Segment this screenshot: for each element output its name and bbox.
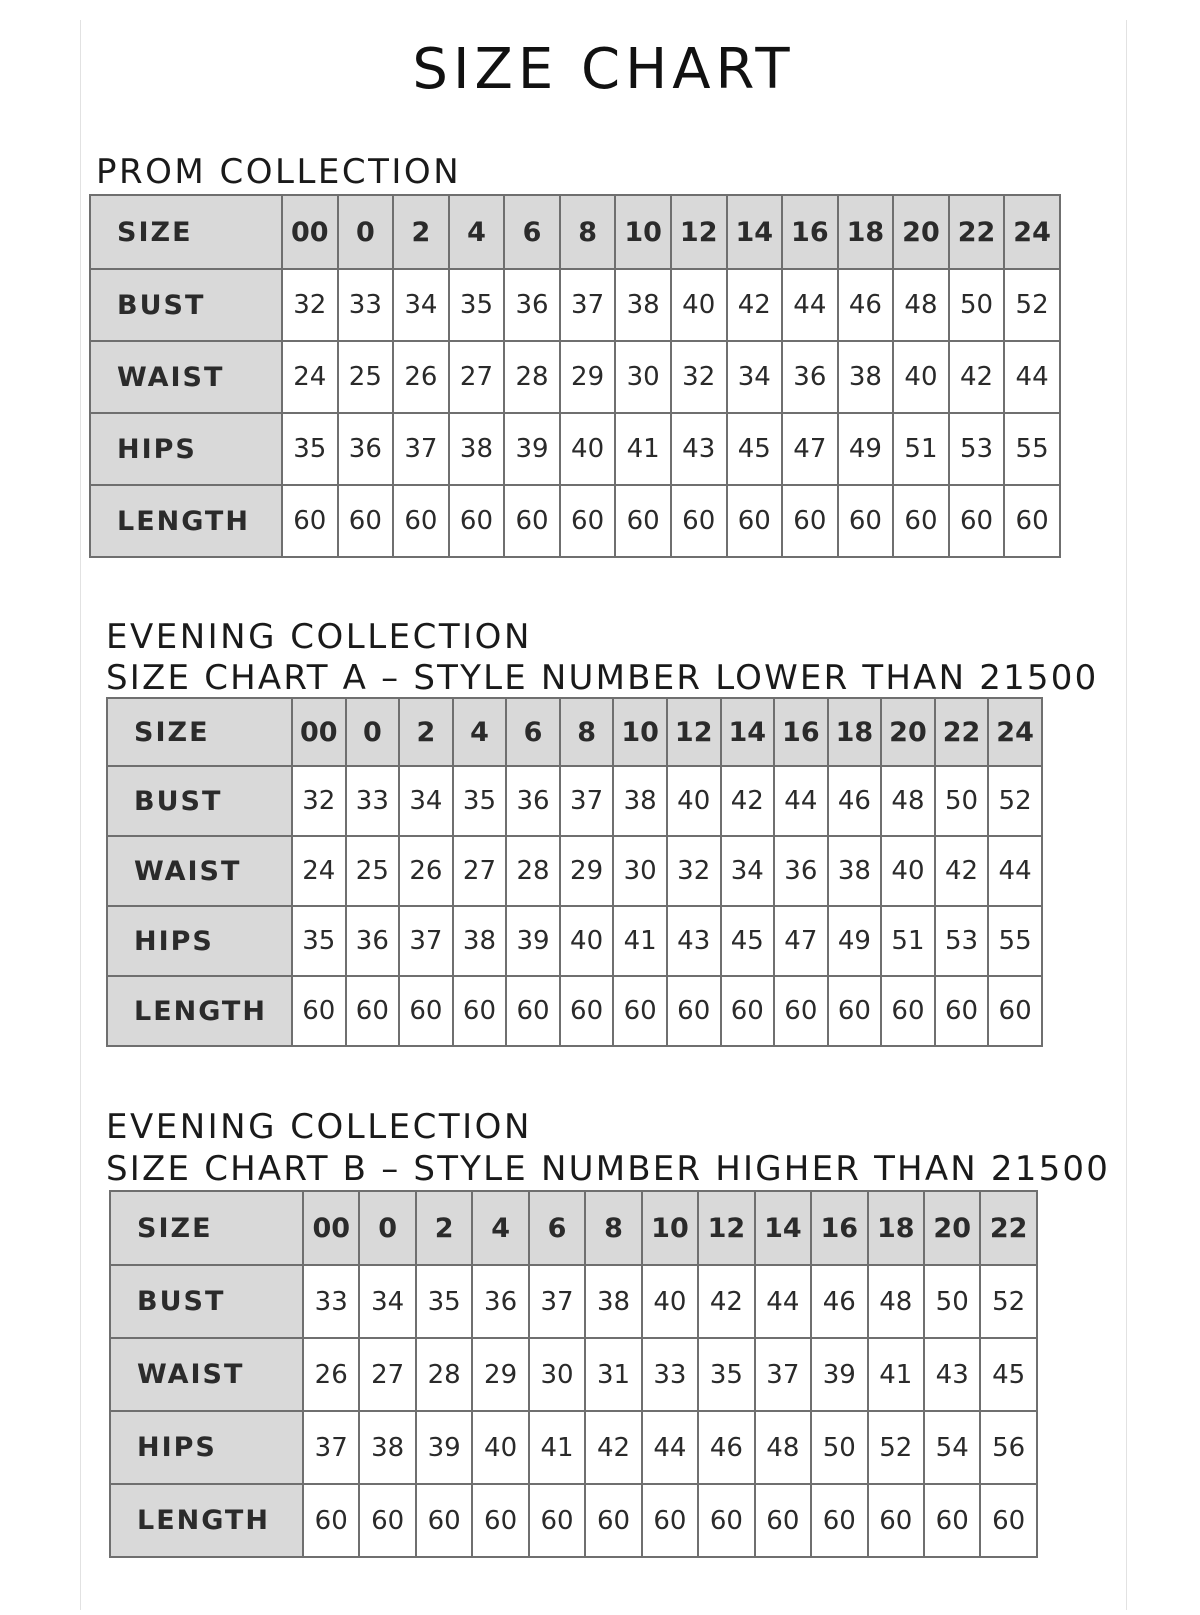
measurement-cell: 60 bbox=[838, 485, 894, 557]
measurement-cell: 46 bbox=[828, 766, 882, 836]
measurement-cell: 36 bbox=[506, 766, 560, 836]
measurement-cell: 60 bbox=[399, 976, 453, 1046]
size-header-cell: 16 bbox=[811, 1191, 867, 1265]
measurement-cell: 49 bbox=[838, 413, 894, 485]
measurement-cell: 55 bbox=[988, 906, 1042, 976]
measurement-cell: 41 bbox=[529, 1411, 585, 1484]
measurement-cell: 48 bbox=[881, 766, 935, 836]
measurement-cell: 60 bbox=[642, 1484, 698, 1557]
measurement-cell: 50 bbox=[811, 1411, 867, 1484]
measurement-cell: 40 bbox=[642, 1265, 698, 1338]
measurement-cell: 60 bbox=[667, 976, 721, 1046]
measurement-cell: 44 bbox=[774, 766, 828, 836]
measurement-cell: 42 bbox=[727, 269, 783, 341]
measurement-cell: 44 bbox=[988, 836, 1042, 906]
size-header-cell: 12 bbox=[698, 1191, 754, 1265]
measurement-cell: 47 bbox=[782, 413, 838, 485]
measurement-cell: 60 bbox=[828, 976, 882, 1046]
size-header-cell: 0 bbox=[346, 698, 400, 766]
length-row-label: LENGTH bbox=[90, 485, 282, 557]
measurement-cell: 40 bbox=[472, 1411, 528, 1484]
measurement-cell: 35 bbox=[292, 906, 346, 976]
measurement-cell: 50 bbox=[949, 269, 1005, 341]
prom-size-table bbox=[89, 194, 1061, 558]
measurement-cell: 37 bbox=[393, 413, 449, 485]
measurement-cell: 48 bbox=[755, 1411, 811, 1484]
measurement-cell: 36 bbox=[346, 906, 400, 976]
measurement-cell: 60 bbox=[935, 976, 989, 1046]
evening-collection-b-heading: EVENING COLLECTION bbox=[106, 1107, 532, 1147]
measurement-cell: 60 bbox=[560, 485, 616, 557]
measurement-cell: 45 bbox=[980, 1338, 1036, 1411]
measurement-cell: 60 bbox=[811, 1484, 867, 1557]
measurement-cell: 33 bbox=[642, 1338, 698, 1411]
measurement-cell: 39 bbox=[811, 1338, 867, 1411]
size-header-cell: 0 bbox=[338, 195, 394, 269]
measurement-cell: 38 bbox=[585, 1265, 641, 1338]
measurement-cell: 56 bbox=[980, 1411, 1036, 1484]
measurement-cell: 60 bbox=[721, 976, 775, 1046]
size-header-cell: 24 bbox=[1004, 195, 1060, 269]
measurement-cell: 39 bbox=[506, 906, 560, 976]
measurement-cell: 43 bbox=[671, 413, 727, 485]
measurement-cell: 60 bbox=[282, 485, 338, 557]
bust-row-label: BUST bbox=[107, 766, 292, 836]
waist-row-label: WAIST bbox=[107, 836, 292, 906]
measurement-cell: 24 bbox=[282, 341, 338, 413]
measurement-cell: 60 bbox=[782, 485, 838, 557]
bust-row-label: BUST bbox=[110, 1265, 303, 1338]
measurement-cell: 42 bbox=[698, 1265, 754, 1338]
measurement-cell: 36 bbox=[774, 836, 828, 906]
measurement-cell: 36 bbox=[782, 341, 838, 413]
measurement-cell: 33 bbox=[303, 1265, 359, 1338]
bust-row-label: BUST bbox=[90, 269, 282, 341]
measurement-cell: 53 bbox=[935, 906, 989, 976]
measurement-cell: 33 bbox=[338, 269, 394, 341]
measurement-cell: 54 bbox=[924, 1411, 980, 1484]
measurement-cell: 60 bbox=[560, 976, 614, 1046]
measurement-cell: 60 bbox=[924, 1484, 980, 1557]
measurement-cell: 60 bbox=[453, 976, 507, 1046]
measurement-cell: 60 bbox=[698, 1484, 754, 1557]
measurement-cell: 34 bbox=[359, 1265, 415, 1338]
measurement-cell: 52 bbox=[868, 1411, 924, 1484]
bust-row bbox=[110, 1265, 1037, 1338]
measurement-cell: 60 bbox=[727, 485, 783, 557]
waist-row-label: WAIST bbox=[110, 1338, 303, 1411]
waist-row bbox=[110, 1338, 1037, 1411]
measurement-cell: 35 bbox=[449, 269, 505, 341]
waist-row bbox=[90, 341, 1060, 413]
page-title: SIZE CHART bbox=[412, 37, 795, 102]
hips-row bbox=[110, 1411, 1037, 1484]
measurement-cell: 32 bbox=[667, 836, 721, 906]
measurement-cell: 25 bbox=[338, 341, 394, 413]
size-header-cell: 18 bbox=[868, 1191, 924, 1265]
measurement-cell: 60 bbox=[615, 485, 671, 557]
waist-row bbox=[107, 836, 1042, 906]
hips-row-label: HIPS bbox=[107, 906, 292, 976]
measurement-cell: 40 bbox=[667, 766, 721, 836]
measurement-cell: 37 bbox=[529, 1265, 585, 1338]
size-header-cell: 0 bbox=[359, 1191, 415, 1265]
measurement-cell: 44 bbox=[642, 1411, 698, 1484]
measurement-cell: 42 bbox=[721, 766, 775, 836]
size-row-label: SIZE bbox=[107, 698, 292, 766]
measurement-cell: 40 bbox=[560, 906, 614, 976]
measurement-cell: 26 bbox=[393, 341, 449, 413]
size-header-row bbox=[90, 195, 1060, 269]
measurement-cell: 28 bbox=[504, 341, 560, 413]
size-header-cell: 10 bbox=[615, 195, 671, 269]
measurement-cell: 29 bbox=[560, 836, 614, 906]
measurement-cell: 60 bbox=[303, 1484, 359, 1557]
size-header-cell: 2 bbox=[399, 698, 453, 766]
measurement-cell: 36 bbox=[504, 269, 560, 341]
measurement-cell: 38 bbox=[838, 341, 894, 413]
measurement-cell: 60 bbox=[881, 976, 935, 1046]
measurement-cell: 48 bbox=[868, 1265, 924, 1338]
size-header-cell: 16 bbox=[782, 195, 838, 269]
measurement-cell: 34 bbox=[399, 766, 453, 836]
measurement-cell: 38 bbox=[453, 906, 507, 976]
measurement-cell: 45 bbox=[727, 413, 783, 485]
length-row bbox=[107, 976, 1042, 1046]
measurement-cell: 27 bbox=[359, 1338, 415, 1411]
measurement-cell: 60 bbox=[980, 1484, 1036, 1557]
measurement-cell: 38 bbox=[828, 836, 882, 906]
hips-row-label: HIPS bbox=[110, 1411, 303, 1484]
size-header-cell: 6 bbox=[529, 1191, 585, 1265]
size-header-cell: 4 bbox=[449, 195, 505, 269]
measurement-cell: 32 bbox=[292, 766, 346, 836]
size-chart-a-subheading: SIZE CHART A – STYLE NUMBER LOWER THAN 21500 bbox=[106, 658, 1099, 698]
measurement-cell: 60 bbox=[359, 1484, 415, 1557]
measurement-cell: 39 bbox=[416, 1411, 472, 1484]
measurement-cell: 60 bbox=[988, 976, 1042, 1046]
measurement-cell: 60 bbox=[416, 1484, 472, 1557]
measurement-cell: 31 bbox=[585, 1338, 641, 1411]
measurement-cell: 30 bbox=[613, 836, 667, 906]
size-header-cell: 14 bbox=[727, 195, 783, 269]
measurement-cell: 60 bbox=[585, 1484, 641, 1557]
measurement-cell: 60 bbox=[868, 1484, 924, 1557]
measurement-cell: 35 bbox=[698, 1338, 754, 1411]
prom-collection-heading: PROM COLLECTION bbox=[96, 152, 462, 192]
measurement-cell: 52 bbox=[980, 1265, 1036, 1338]
measurement-cell: 39 bbox=[504, 413, 560, 485]
length-row bbox=[110, 1484, 1037, 1557]
measurement-cell: 30 bbox=[615, 341, 671, 413]
measurement-cell: 45 bbox=[721, 906, 775, 976]
measurement-cell: 60 bbox=[774, 976, 828, 1046]
measurement-cell: 60 bbox=[529, 1484, 585, 1557]
size-header-cell: 00 bbox=[282, 195, 338, 269]
measurement-cell: 26 bbox=[303, 1338, 359, 1411]
size-header-cell: 18 bbox=[828, 698, 882, 766]
size-header-cell: 2 bbox=[416, 1191, 472, 1265]
measurement-cell: 60 bbox=[1004, 485, 1060, 557]
length-row-label: LENGTH bbox=[107, 976, 292, 1046]
measurement-cell: 26 bbox=[399, 836, 453, 906]
size-header-row bbox=[107, 698, 1042, 766]
measurement-cell: 28 bbox=[506, 836, 560, 906]
measurement-cell: 34 bbox=[727, 341, 783, 413]
evening-size-table-b bbox=[109, 1190, 1038, 1558]
measurement-cell: 38 bbox=[449, 413, 505, 485]
size-chart-sheet bbox=[80, 20, 1127, 1610]
measurement-cell: 42 bbox=[935, 836, 989, 906]
measurement-cell: 51 bbox=[893, 413, 949, 485]
measurement-cell: 36 bbox=[338, 413, 394, 485]
measurement-cell: 40 bbox=[671, 269, 727, 341]
evening-size-table-a bbox=[106, 697, 1043, 1047]
measurement-cell: 32 bbox=[282, 269, 338, 341]
hips-row bbox=[90, 413, 1060, 485]
measurement-cell: 46 bbox=[838, 269, 894, 341]
measurement-cell: 60 bbox=[346, 976, 400, 1046]
measurement-cell: 43 bbox=[667, 906, 721, 976]
measurement-cell: 40 bbox=[893, 341, 949, 413]
measurement-cell: 37 bbox=[755, 1338, 811, 1411]
length-row bbox=[90, 485, 1060, 557]
measurement-cell: 53 bbox=[949, 413, 1005, 485]
size-header-cell: 24 bbox=[988, 698, 1042, 766]
measurement-cell: 27 bbox=[453, 836, 507, 906]
measurement-cell: 38 bbox=[615, 269, 671, 341]
measurement-cell: 37 bbox=[560, 766, 614, 836]
measurement-cell: 34 bbox=[393, 269, 449, 341]
measurement-cell: 60 bbox=[755, 1484, 811, 1557]
size-header-cell: 12 bbox=[671, 195, 727, 269]
measurement-cell: 46 bbox=[698, 1411, 754, 1484]
measurement-cell: 60 bbox=[338, 485, 394, 557]
measurement-cell: 51 bbox=[881, 906, 935, 976]
measurement-cell: 50 bbox=[924, 1265, 980, 1338]
measurement-cell: 41 bbox=[868, 1338, 924, 1411]
measurement-cell: 60 bbox=[393, 485, 449, 557]
size-header-cell: 4 bbox=[472, 1191, 528, 1265]
size-header-cell: 00 bbox=[303, 1191, 359, 1265]
size-header-cell: 20 bbox=[881, 698, 935, 766]
size-header-cell: 8 bbox=[585, 1191, 641, 1265]
size-chart-b-subheading: SIZE CHART B – STYLE NUMBER HIGHER THAN 21500 bbox=[106, 1149, 1111, 1189]
measurement-cell: 50 bbox=[935, 766, 989, 836]
measurement-cell: 60 bbox=[949, 485, 1005, 557]
size-header-cell: 20 bbox=[924, 1191, 980, 1265]
measurement-cell: 60 bbox=[893, 485, 949, 557]
size-header-cell: 22 bbox=[935, 698, 989, 766]
measurement-cell: 28 bbox=[416, 1338, 472, 1411]
measurement-cell: 43 bbox=[924, 1338, 980, 1411]
measurement-cell: 55 bbox=[1004, 413, 1060, 485]
evening-collection-a-heading: EVENING COLLECTION bbox=[106, 617, 532, 657]
size-header-cell: 8 bbox=[560, 698, 614, 766]
measurement-cell: 60 bbox=[613, 976, 667, 1046]
measurement-cell: 60 bbox=[504, 485, 560, 557]
length-row-label: LENGTH bbox=[110, 1484, 303, 1557]
measurement-cell: 35 bbox=[453, 766, 507, 836]
measurement-cell: 38 bbox=[613, 766, 667, 836]
measurement-cell: 44 bbox=[1004, 341, 1060, 413]
measurement-cell: 38 bbox=[359, 1411, 415, 1484]
measurement-cell: 35 bbox=[282, 413, 338, 485]
measurement-cell: 60 bbox=[292, 976, 346, 1046]
measurement-cell: 44 bbox=[782, 269, 838, 341]
size-header-cell: 14 bbox=[755, 1191, 811, 1265]
bust-row bbox=[90, 269, 1060, 341]
measurement-cell: 25 bbox=[346, 836, 400, 906]
hips-row-label: HIPS bbox=[90, 413, 282, 485]
measurement-cell: 60 bbox=[449, 485, 505, 557]
measurement-cell: 44 bbox=[755, 1265, 811, 1338]
size-header-cell: 12 bbox=[667, 698, 721, 766]
size-header-row bbox=[110, 1191, 1037, 1265]
size-header-cell: 2 bbox=[393, 195, 449, 269]
measurement-cell: 41 bbox=[613, 906, 667, 976]
waist-row-label: WAIST bbox=[90, 341, 282, 413]
size-header-cell: 10 bbox=[613, 698, 667, 766]
measurement-cell: 60 bbox=[506, 976, 560, 1046]
measurement-cell: 24 bbox=[292, 836, 346, 906]
measurement-cell: 37 bbox=[399, 906, 453, 976]
size-header-cell: 22 bbox=[980, 1191, 1036, 1265]
measurement-cell: 35 bbox=[416, 1265, 472, 1338]
measurement-cell: 33 bbox=[346, 766, 400, 836]
measurement-cell: 49 bbox=[828, 906, 882, 976]
size-header-cell: 14 bbox=[721, 698, 775, 766]
measurement-cell: 34 bbox=[721, 836, 775, 906]
measurement-cell: 60 bbox=[671, 485, 727, 557]
measurement-cell: 36 bbox=[472, 1265, 528, 1338]
size-header-cell: 8 bbox=[560, 195, 616, 269]
measurement-cell: 40 bbox=[560, 413, 616, 485]
measurement-cell: 52 bbox=[988, 766, 1042, 836]
measurement-cell: 29 bbox=[560, 341, 616, 413]
size-header-cell: 16 bbox=[774, 698, 828, 766]
measurement-cell: 48 bbox=[893, 269, 949, 341]
measurement-cell: 37 bbox=[303, 1411, 359, 1484]
measurement-cell: 41 bbox=[615, 413, 671, 485]
size-header-cell: 10 bbox=[642, 1191, 698, 1265]
measurement-cell: 42 bbox=[949, 341, 1005, 413]
size-header-cell: 00 bbox=[292, 698, 346, 766]
measurement-cell: 40 bbox=[881, 836, 935, 906]
measurement-cell: 29 bbox=[472, 1338, 528, 1411]
size-header-cell: 18 bbox=[838, 195, 894, 269]
measurement-cell: 32 bbox=[671, 341, 727, 413]
measurement-cell: 27 bbox=[449, 341, 505, 413]
measurement-cell: 46 bbox=[811, 1265, 867, 1338]
measurement-cell: 52 bbox=[1004, 269, 1060, 341]
bust-row bbox=[107, 766, 1042, 836]
size-row-label: SIZE bbox=[90, 195, 282, 269]
measurement-cell: 60 bbox=[472, 1484, 528, 1557]
size-header-cell: 22 bbox=[949, 195, 1005, 269]
size-header-cell: 20 bbox=[893, 195, 949, 269]
measurement-cell: 37 bbox=[560, 269, 616, 341]
size-header-cell: 6 bbox=[504, 195, 560, 269]
measurement-cell: 30 bbox=[529, 1338, 585, 1411]
measurement-cell: 42 bbox=[585, 1411, 641, 1484]
size-header-cell: 4 bbox=[453, 698, 507, 766]
size-header-cell: 6 bbox=[506, 698, 560, 766]
size-row-label: SIZE bbox=[110, 1191, 303, 1265]
measurement-cell: 47 bbox=[774, 906, 828, 976]
hips-row bbox=[107, 906, 1042, 976]
